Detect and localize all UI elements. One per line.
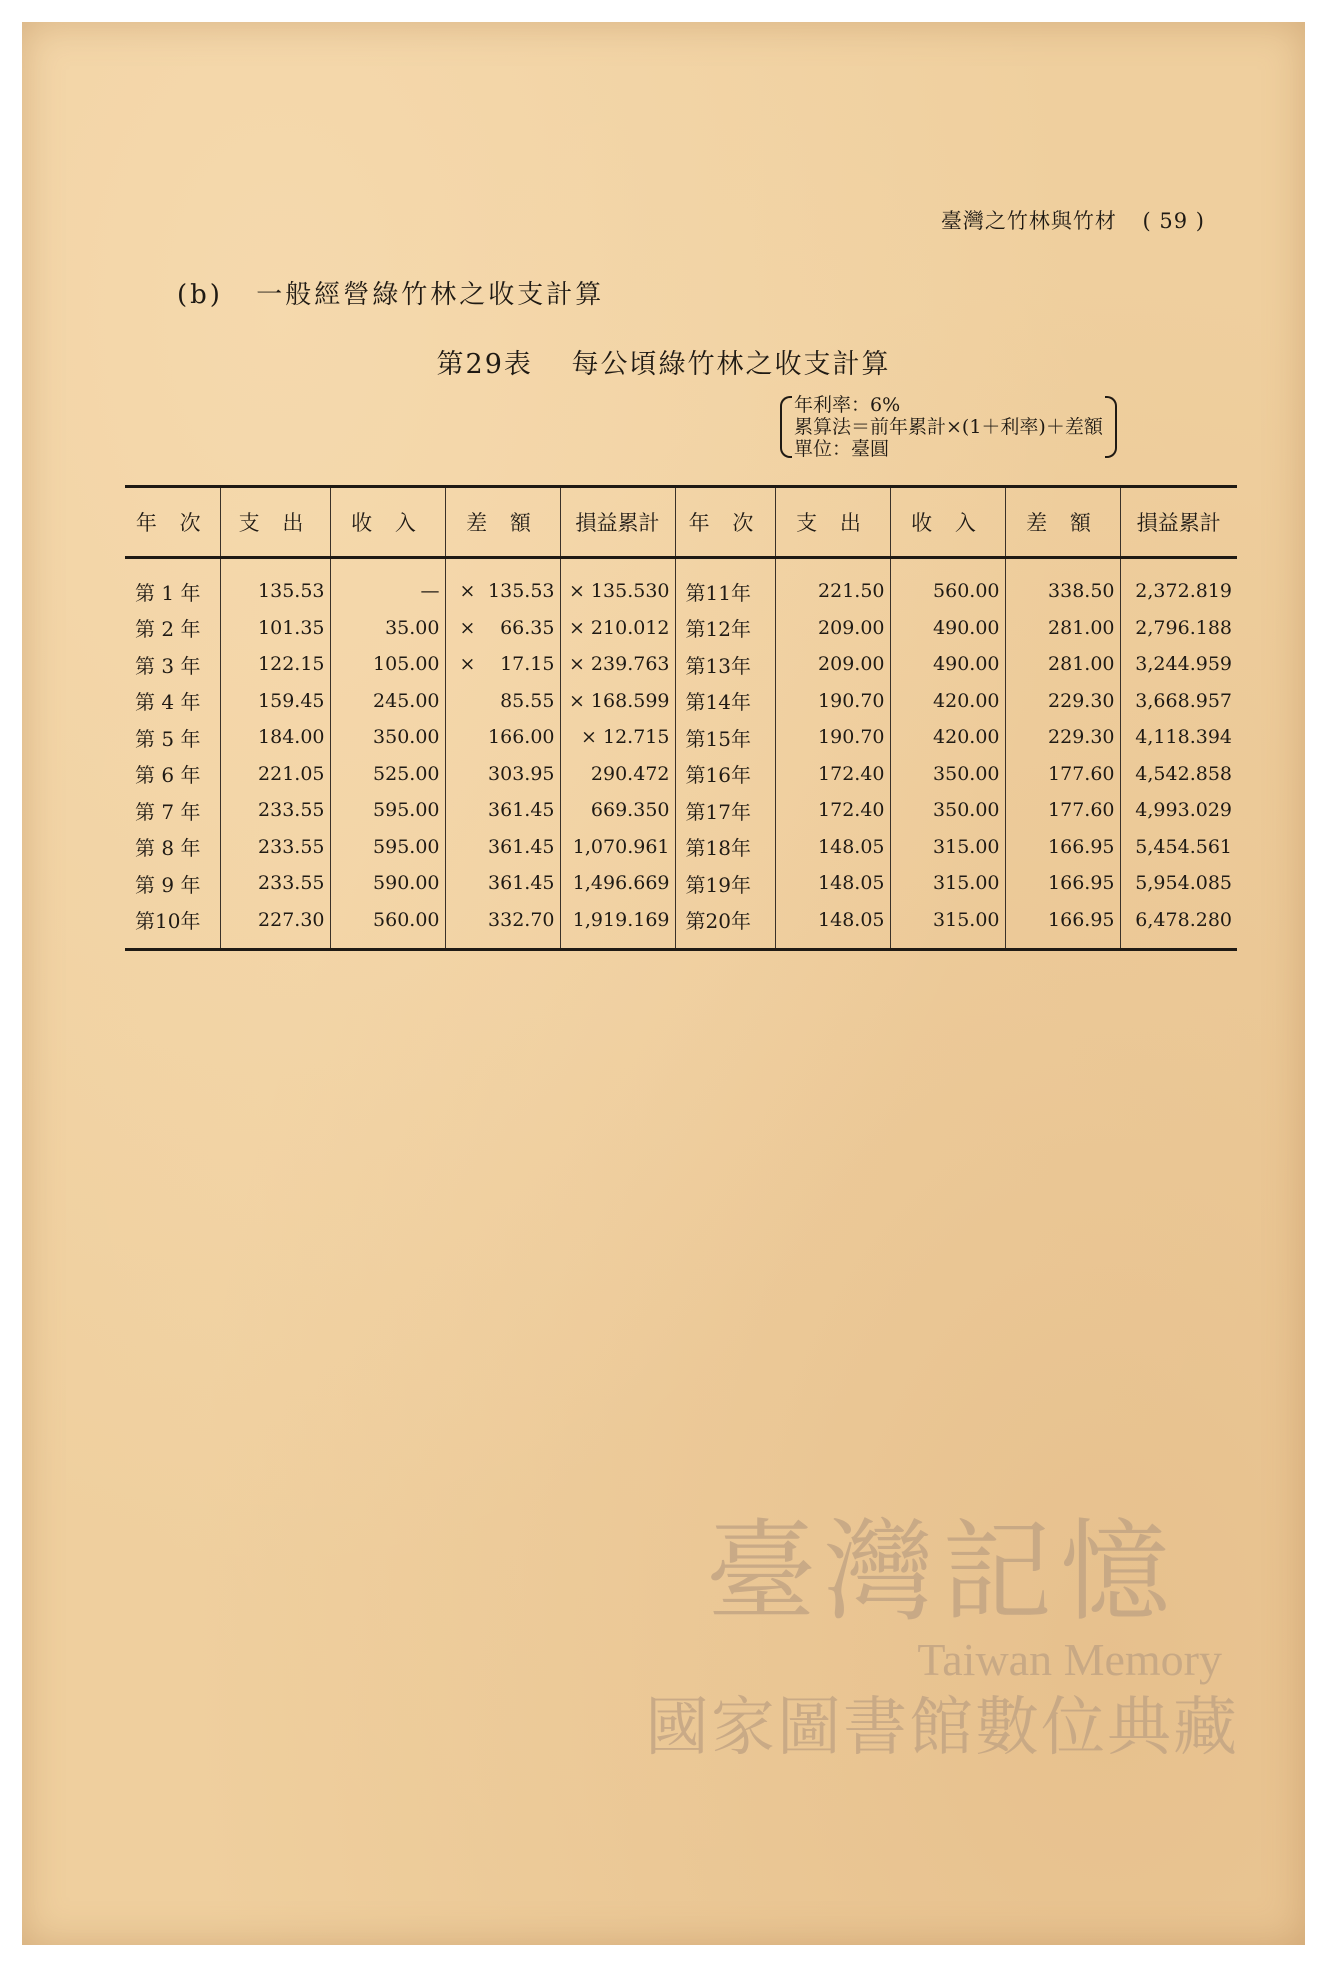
difference-cell — [445, 683, 560, 720]
income-cell: 560.00 — [330, 902, 445, 950]
year-cell: 第15年 — [675, 719, 775, 756]
cumulative-cell: 290.472 — [560, 756, 675, 793]
year-cell: 第11年 — [675, 558, 775, 610]
loss-mark: × — [459, 580, 476, 603]
year-cell: 第 8 年 — [125, 829, 220, 866]
cumulative-cell: × 210.012 — [560, 610, 675, 647]
difference-cell: 166.95 — [1005, 902, 1120, 950]
difference-cell: 229.30 — [1005, 719, 1120, 756]
col-header-cumulative: 損益累計 — [1120, 487, 1237, 558]
expense-cell: 148.05 — [775, 865, 890, 902]
expense-cell: 227.30 — [220, 902, 330, 950]
col-header-expense: 支 出 — [775, 487, 890, 558]
table-row — [125, 610, 1237, 647]
year-cell: 第20年 — [675, 902, 775, 950]
difference-cell: 166.95 — [1005, 865, 1120, 902]
income-cell: 595.00 — [330, 792, 445, 829]
col-header-expense: 支 出 — [220, 487, 330, 558]
year-cell: 第10年 — [125, 902, 220, 950]
difference-value: 361.45 — [488, 872, 555, 895]
income-cell: 490.00 — [890, 646, 1005, 683]
year-cell: 第 5 年 — [125, 719, 220, 756]
income-cell: 595.00 — [330, 829, 445, 866]
cumulative-cell: × 239.763 — [560, 646, 675, 683]
difference-cell — [445, 865, 560, 902]
watermark — [622, 1508, 1262, 1768]
difference-value: 361.45 — [488, 835, 555, 858]
cumulative-cell: 2,372.819 — [1135, 580, 1232, 603]
year-cell: 第14年 — [675, 683, 775, 720]
year-cell: 第 6 年 — [125, 756, 220, 793]
cumulative-cell: 3,668.957 — [1135, 689, 1232, 712]
table-row — [125, 829, 1237, 866]
year-cell: 第 4 年 — [125, 683, 220, 720]
income-cell: 350.00 — [330, 719, 445, 756]
income-cell: 560.00 — [890, 558, 1005, 610]
note-accumulation-method: 累算法＝前年累計×(1＋利率)＋差額 — [794, 416, 1103, 438]
cumulative-cell: 4,542.858 — [1135, 762, 1232, 785]
difference-value: 303.95 — [488, 762, 555, 785]
income-cell: 245.00 — [330, 683, 445, 720]
watermark-org: 國家圖書館數位典藏 — [645, 1691, 1239, 1765]
difference-cell — [445, 719, 560, 756]
col-header-income: 收 入 — [330, 487, 445, 558]
difference-value: 135.53 — [488, 580, 555, 603]
year-cell: 第 7 年 — [125, 792, 220, 829]
income-cell: 420.00 — [890, 683, 1005, 720]
difference-cell — [445, 610, 560, 647]
income-cell: 315.00 — [890, 829, 1005, 866]
table-row — [125, 558, 1237, 610]
section-title: 一般經營綠竹林之收支計算 — [256, 280, 605, 310]
expense-cell: 172.40 — [775, 792, 890, 829]
difference-value: 17.15 — [500, 653, 555, 676]
scanned-page — [22, 22, 1305, 1945]
col-header-year: 年 次 — [675, 487, 775, 558]
income-cell: 525.00 — [330, 756, 445, 793]
difference-cell: 177.60 — [1005, 792, 1120, 829]
year-cell: 第18年 — [675, 829, 775, 866]
table-row — [125, 646, 1237, 683]
income-cell: 315.00 — [890, 902, 1005, 950]
difference-cell — [445, 756, 560, 793]
expense-cell: 190.70 — [775, 719, 890, 756]
income-cell: 315.00 — [890, 865, 1005, 902]
cumulative-cell: 1,070.961 — [560, 829, 675, 866]
income-cell: 420.00 — [890, 719, 1005, 756]
income-cell: 590.00 — [330, 865, 445, 902]
year-cell: 第 9 年 — [125, 865, 220, 902]
cumulative-cell: × 135.530 — [560, 558, 675, 610]
expense-cell: 190.70 — [775, 683, 890, 720]
difference-value: 66.35 — [500, 616, 555, 639]
cumulative-cell: 4,118.394 — [1135, 726, 1232, 749]
year-cell: 第 3 年 — [125, 646, 220, 683]
expense-cell: 221.05 — [220, 756, 330, 793]
year-cell: 第 1 年 — [125, 558, 220, 610]
cumulative-cell: 669.350 — [560, 792, 675, 829]
cumulative-cell: 5,454.561 — [1135, 835, 1232, 858]
income-cell: — — [330, 558, 445, 610]
watermark-english: Taiwan Memory — [917, 1634, 1222, 1685]
table-caption: 每公頃綠竹林之收支計算 — [571, 349, 891, 380]
expense-cell: 221.50 — [775, 558, 890, 610]
expense-cell: 209.00 — [775, 646, 890, 683]
expense-cell: 135.53 — [220, 558, 330, 610]
expense-cell: 122.15 — [220, 646, 330, 683]
difference-cell — [445, 902, 560, 950]
difference-cell: 281.00 — [1005, 610, 1120, 647]
expense-cell: 148.05 — [775, 829, 890, 866]
difference-cell: 281.00 — [1005, 646, 1120, 683]
watermark-chinese: 臺灣記憶 — [706, 1508, 1178, 1636]
table-row — [125, 719, 1237, 756]
col-header-difference: 差 額 — [445, 487, 560, 558]
cumulative-cell: × 168.599 — [560, 683, 675, 720]
table-row — [125, 756, 1237, 793]
section-heading — [177, 274, 604, 311]
cumulative-cell: 1,496.669 — [560, 865, 675, 902]
expense-cell: 209.00 — [775, 610, 890, 647]
running-title: 臺灣之竹林與竹材 — [940, 209, 1117, 233]
year-cell: 第13年 — [675, 646, 775, 683]
col-header-difference: 差 額 — [1005, 487, 1120, 558]
cumulative-cell: 6,478.280 — [1135, 908, 1232, 931]
year-cell: 第 2 年 — [125, 610, 220, 647]
note-unit: 單位：臺圓 — [794, 438, 890, 460]
difference-cell: 166.95 — [1005, 829, 1120, 866]
col-header-year: 年 次 — [125, 487, 220, 558]
year-cell: 第17年 — [675, 792, 775, 829]
cumulative-cell: 2,796.188 — [1135, 616, 1232, 639]
page-number: ( 59 ) — [1142, 209, 1205, 233]
difference-cell — [445, 558, 560, 610]
income-cell: 105.00 — [330, 646, 445, 683]
table-number: 第29表 — [436, 349, 533, 380]
income-cell: 350.00 — [890, 756, 1005, 793]
difference-cell: 229.30 — [1005, 683, 1120, 720]
difference-value: 361.45 — [488, 799, 555, 822]
section-label: (b) — [177, 280, 223, 310]
expense-cell: 101.35 — [220, 610, 330, 647]
expense-cell: 233.55 — [220, 865, 330, 902]
difference-value: 166.00 — [488, 726, 555, 749]
expense-cell: 159.45 — [220, 683, 330, 720]
difference-value: 85.55 — [500, 689, 555, 712]
year-cell: 第16年 — [675, 756, 775, 793]
table-row — [125, 865, 1237, 902]
table-note — [782, 394, 1115, 460]
difference-value: 332.70 — [488, 908, 555, 931]
table-row — [125, 683, 1237, 720]
col-header-cumulative: 損益累計 — [560, 487, 675, 558]
difference-cell — [445, 792, 560, 829]
table-header-row — [125, 487, 1237, 558]
difference-cell — [445, 829, 560, 866]
cumulative-cell: 4,993.029 — [1135, 799, 1232, 822]
expense-cell: 233.55 — [220, 829, 330, 866]
expense-cell: 233.55 — [220, 792, 330, 829]
income-cell: 35.00 — [330, 610, 445, 647]
cumulative-cell: 5,954.085 — [1135, 872, 1232, 895]
loss-mark: × — [459, 653, 476, 676]
col-header-income: 收 入 — [890, 487, 1005, 558]
cumulative-cell: 1,919.169 — [560, 902, 675, 950]
cumulative-cell: × 12.715 — [560, 719, 675, 756]
table-row — [125, 792, 1237, 829]
income-cell: 350.00 — [890, 792, 1005, 829]
difference-cell: 338.50 — [1005, 558, 1120, 610]
difference-cell: 177.60 — [1005, 756, 1120, 793]
expense-cell: 148.05 — [775, 902, 890, 950]
loss-mark: × — [459, 616, 476, 639]
note-interest-rate: 年利率：6% — [794, 394, 901, 416]
expense-cell: 184.00 — [220, 719, 330, 756]
income-cell: 490.00 — [890, 610, 1005, 647]
year-cell: 第12年 — [675, 610, 775, 647]
income-expense-table — [125, 485, 1237, 951]
expense-cell: 172.40 — [775, 756, 890, 793]
year-cell: 第19年 — [675, 865, 775, 902]
running-head — [941, 205, 1205, 235]
difference-cell — [445, 646, 560, 683]
table-row — [125, 902, 1237, 950]
cumulative-cell: 3,244.959 — [1135, 653, 1232, 676]
table-title — [22, 342, 1305, 381]
